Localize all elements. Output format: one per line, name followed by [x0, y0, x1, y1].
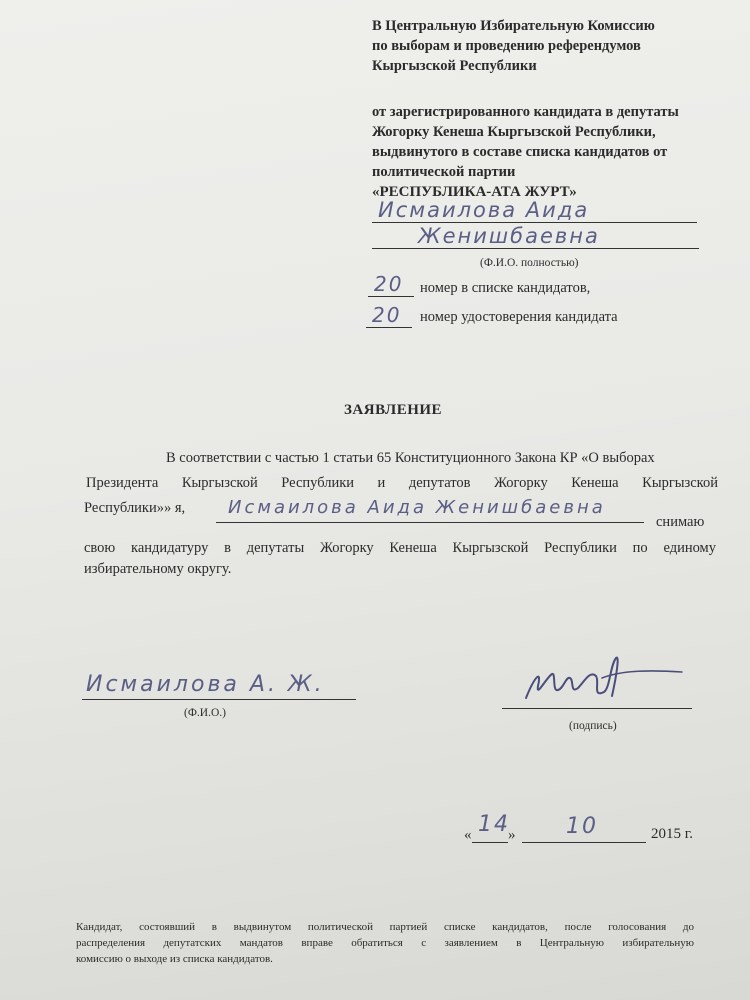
fio-caption: (Ф.И.О.): [184, 707, 226, 719]
footnote-line: распределения депутатских мандатов вправе обратиться с заявлением в Центральную избирательную: [76, 937, 694, 949]
body-line-end: снимаю: [656, 514, 705, 530]
sender-block: [372, 102, 679, 202]
addressee-line: Кыргызской Республики: [372, 58, 537, 74]
handwritten-list-number: 20: [374, 272, 404, 296]
sender-line: выдвинутого в составе списка кандидатов от: [372, 144, 668, 160]
addressee-line: по выборам и проведению референдумов: [372, 38, 641, 54]
month-underline: [522, 842, 646, 843]
inline-name-underline: [216, 522, 644, 523]
list-number-underline: [368, 296, 414, 297]
body-line: В соответствии с частью 1 статьи 65 Конституционного Закона КР «О выборах: [166, 450, 655, 466]
addressee-line: В Центральную Избирательную Комиссию: [372, 18, 655, 34]
sender-line: Жогорку Кенеша Кыргызской Республики,: [372, 124, 656, 140]
fio-full-caption: (Ф.И.О. полностью): [480, 257, 579, 269]
body-line: Президента Кыргызской Республики и депутатов Жогорку Кенеша Кыргызской: [86, 475, 718, 491]
signature-caption: (подпись): [569, 720, 617, 732]
date-year: 2015 г.: [651, 826, 693, 842]
list-number-label: номер в списке кандидатов,: [420, 280, 591, 296]
sender-line: от зарегистрированного кандидата в депутаты: [372, 104, 679, 120]
handwritten-name-inline: Исмаилова Аида Женишбаевна: [228, 497, 606, 518]
addressee-block: [372, 16, 655, 76]
fio-underline: [82, 699, 356, 700]
handwritten-fio-short: Исмаилова А. Ж.: [86, 672, 325, 697]
day-underline: [472, 842, 508, 843]
signature-underline: [502, 708, 692, 709]
date-open-quote: «: [464, 827, 472, 843]
date-close-quote: »: [508, 827, 516, 843]
certificate-number-underline: [366, 327, 412, 328]
name-underline: [372, 248, 699, 249]
body-line-start: Республики»» я,: [84, 500, 186, 516]
document-title: ЗАЯВЛЕНИЕ: [344, 402, 443, 418]
footnote-line: комиссию о выходе из списка кандидатов.: [76, 953, 273, 965]
footnote-line: Кандидат, состоявший в выдвинутом политической партией списке кандидатов, после голосования до: [76, 921, 694, 933]
handwritten-name-line1: Исмаилова Аида: [378, 198, 590, 222]
handwritten-month: 10: [566, 814, 598, 839]
certificate-number-label: номер удостоверения кандидата: [420, 309, 618, 325]
handwritten-certificate-number: 20: [372, 303, 402, 327]
body-line: избирательному округу.: [84, 561, 232, 577]
body-line: свою кандидатуру в депутаты Жогорку Кенеша Кыргызской Республики по единому: [84, 540, 716, 556]
handwritten-name-line2: Женишбаевна: [418, 224, 600, 248]
party-name: «РЕСПУБЛИКА-АТА ЖУРТ»: [372, 184, 577, 200]
signature-graphic: [512, 648, 687, 710]
name-underline: [372, 222, 697, 223]
handwritten-day: 14: [478, 812, 510, 837]
sender-line: политической партии: [372, 164, 516, 180]
